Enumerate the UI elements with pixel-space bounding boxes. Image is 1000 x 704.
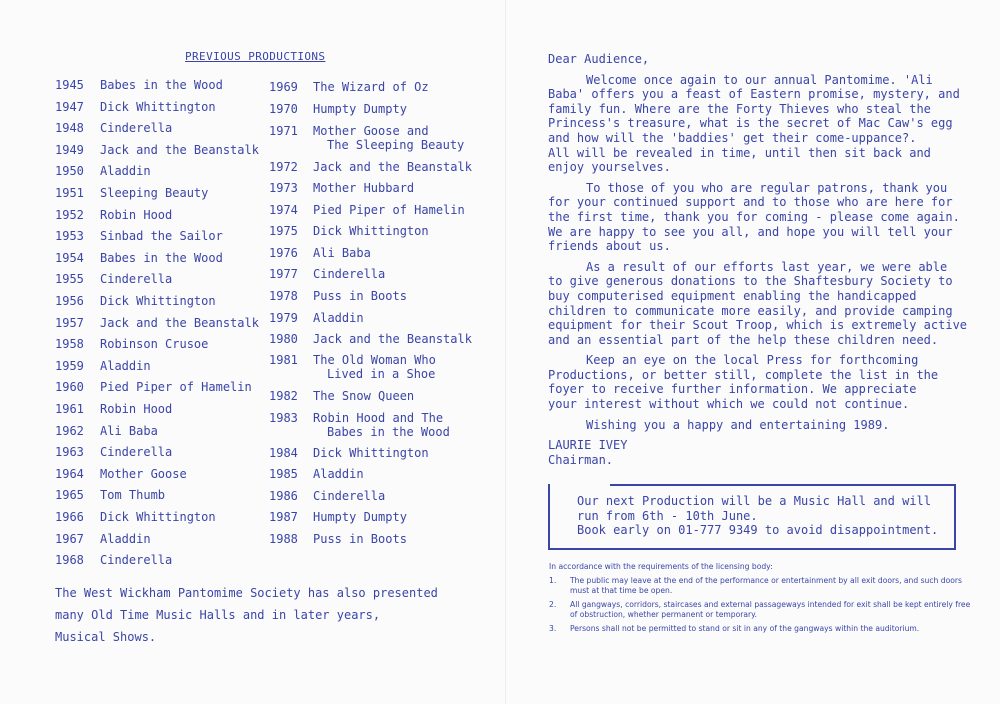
letter-line: to give generous donations to the Shaftesbury Society to	[548, 274, 953, 289]
production-year: 1961	[55, 402, 84, 416]
production-title: Babes in the Wood	[100, 250, 223, 265]
production-title: Mother Goose and	[313, 124, 429, 138]
production-year: 1957	[55, 315, 84, 330]
production-title: Humpty Dumpty	[313, 510, 407, 524]
production-year: 1948	[55, 121, 84, 136]
production-year: 1945	[55, 78, 84, 92]
production-year: 1975	[269, 224, 298, 238]
production-year: 1987	[269, 510, 298, 524]
production-year: 1956	[55, 294, 84, 308]
letter-line: your interest without which we could not continue.	[548, 397, 910, 412]
production-year: 1951	[55, 186, 84, 200]
production-year: 1952	[55, 207, 84, 222]
production-title: Sleeping Beauty	[100, 186, 209, 200]
licensing-item-number: 3.	[549, 624, 557, 634]
production-year: 1970	[269, 102, 298, 116]
letter-closing-wish: Wishing you a happy and entertaining 1989.	[586, 417, 890, 432]
production-year: 1947	[55, 99, 84, 114]
letter-line: Princess's treasure, what is the secret of Mac Caw's egg	[548, 116, 953, 131]
letter-paragraph-welcome	[548, 73, 978, 175]
letter-line: All will be revealed in time, until then sit back and	[548, 145, 931, 160]
production-year: 1978	[269, 289, 298, 303]
production-year: 1983	[269, 411, 298, 425]
letter-line: Keep an eye on the local Press for forthcoming	[586, 353, 919, 368]
production-year: 1986	[269, 489, 298, 503]
production-year: 1977	[269, 267, 298, 281]
society-note-line: The West Wickham Pantomime Society has also presented	[55, 586, 438, 600]
production-title: Jack and the Beanstalk	[100, 142, 259, 157]
production-year: 1988	[269, 532, 298, 546]
letter-line: family fun. Where are the Forty Thieves who steal the	[548, 101, 931, 116]
letter-line: buy computerised equipment enabling the handicapped	[548, 288, 917, 303]
production-title: Jack and the Beanstalk	[313, 332, 472, 346]
production-year: 1979	[269, 311, 298, 325]
letter-line: Welcome once again to our annual Pantomime. 'Ali	[586, 72, 933, 87]
production-year: 1968	[55, 553, 84, 568]
licensing-requirements	[549, 562, 979, 638]
production-year: 1953	[55, 229, 84, 244]
licensing-item-text: The public may leave at the end of the performance or entertainment by all exit doors, and such doors must at that time be open.	[570, 576, 962, 595]
production-year: 1959	[55, 358, 84, 373]
society-note-line: Musical Shows.	[55, 630, 157, 644]
signer-role: Chairman.	[548, 452, 614, 467]
letter-line: and how will the 'baddies' get their come-uppance?.	[548, 130, 917, 145]
society-note	[55, 582, 495, 648]
production-year: 1974	[269, 203, 298, 217]
page-fold	[505, 0, 506, 704]
production-title: Cinderella	[313, 489, 386, 503]
letter-line: Productions, or better still, complete the list in the	[548, 367, 939, 382]
production-title: Mother Goose	[100, 466, 187, 481]
production-title: Puss in Boots	[313, 289, 407, 303]
production-year: 1955	[55, 272, 84, 287]
production-year: 1964	[55, 466, 84, 481]
production-title: Aladdin	[313, 467, 364, 481]
production-title: Cinderella	[100, 445, 173, 460]
notice-line: Book early on 01-777 9349 to avoid disappointment.	[577, 523, 939, 538]
production-title: Dick Whittington	[100, 294, 216, 308]
production-title: Puss in Boots	[313, 532, 407, 546]
production-year: 1966	[55, 510, 84, 524]
letter-line: Baba' offers you a feast of Eastern promise, mystery, and	[548, 87, 960, 102]
production-year: 1963	[55, 445, 84, 460]
production-title: Cinderella	[100, 121, 173, 136]
letter-paragraph-patrons	[548, 181, 978, 254]
production-title: Pied Piper of Hamelin	[313, 203, 465, 217]
letter-line: To those of you who are regular patrons, thank you	[586, 180, 948, 195]
notice-line: run from 6th - 10th June.	[577, 508, 758, 523]
production-title-continued: Lived in a Shoe	[327, 367, 436, 381]
production-year: 1981	[269, 353, 298, 367]
production-year: 1950	[55, 164, 84, 179]
letter-paragraph-press	[548, 353, 978, 411]
production-title: Ali Baba	[313, 246, 371, 260]
letter-line: friends about us.	[548, 239, 671, 254]
signer-name: LAURIE IVEY	[548, 438, 628, 453]
production-year: 1985	[269, 467, 298, 481]
production-title: Aladdin	[100, 531, 151, 546]
society-note-line: many Old Time Music Halls and in later years,	[55, 608, 381, 622]
production-year: 1976	[269, 246, 298, 260]
production-year: 1962	[55, 423, 84, 438]
letter-line: the first time, thank you for coming - please come again.	[548, 209, 960, 224]
production-title: Cinderella	[100, 553, 173, 568]
licensing-item	[549, 600, 979, 619]
production-title: Tom Thumb	[100, 488, 166, 503]
licensing-intro: In accordance with the requirements of the licensing body:	[549, 562, 773, 571]
production-year: 1958	[55, 337, 84, 352]
letter-line: foyer to receive further information. We appreciate	[548, 382, 917, 397]
production-title: Aladdin	[100, 164, 151, 179]
production-title: Pied Piper of Hamelin	[100, 380, 252, 395]
production-title: The Wizard of Oz	[313, 80, 429, 94]
letter-to-audience	[548, 52, 978, 467]
licensing-item-number: 2.	[549, 600, 557, 610]
production-title: Jack and the Beanstalk	[313, 160, 472, 174]
production-year: 1980	[269, 332, 298, 346]
production-year: 1960	[55, 380, 84, 395]
production-title: Robin Hood	[100, 402, 173, 416]
production-year: 1967	[55, 531, 84, 546]
production-title: Robin Hood	[100, 207, 173, 222]
production-title: Sinbad the Sailor	[100, 229, 223, 244]
production-title: Dick Whittington	[313, 446, 429, 460]
production-title: Aladdin	[100, 358, 151, 373]
letter-line: children to communicate more easily, and provide camping	[548, 303, 953, 318]
production-year: 1972	[269, 160, 298, 174]
production-year: 1982	[269, 389, 298, 403]
production-title: Dick Whittington	[100, 510, 216, 524]
letter-line: We are happy to see you all, and hope you will tell your	[548, 224, 953, 239]
licensing-item	[549, 576, 979, 595]
production-year: 1984	[269, 446, 298, 460]
production-title: Mother Hubbard	[313, 181, 415, 195]
production-title: Humpty Dumpty	[313, 102, 407, 116]
production-title: Robin Hood and The	[313, 411, 444, 425]
production-year: 1965	[55, 488, 84, 503]
production-title: Jack and the Beanstalk	[100, 315, 259, 330]
licensing-item-number: 1.	[549, 576, 557, 586]
production-year: 1949	[55, 142, 84, 157]
licensing-item	[549, 624, 979, 633]
letter-line: and an essential part of the help these children need.	[548, 332, 939, 347]
previous-productions-heading: PREVIOUS PRODUCTIONS	[185, 50, 326, 63]
letter-paragraph-donations	[548, 260, 978, 348]
production-title-continued: Babes in the Wood	[327, 425, 450, 439]
licensing-item-text: Persons shall not be permitted to stand or sit in any of the gangways within the auditorium.	[570, 624, 920, 634]
notice-line: Our next Production will be a Music Hall and will	[577, 494, 932, 508]
production-title: The Old Woman Who	[313, 353, 436, 367]
letter-line: enjoy yourselves.	[548, 160, 671, 175]
production-title: Cinderella	[100, 272, 173, 287]
next-production-notice	[548, 484, 956, 550]
production-title: Ali Baba	[100, 423, 158, 438]
notice-box-top-rule	[610, 484, 956, 486]
letter-line: for your continued support and to those who are here for	[548, 195, 953, 210]
production-year: 1971	[269, 124, 298, 138]
production-title-continued: The Sleeping Beauty	[327, 138, 465, 152]
production-title: Babes in the Wood	[100, 78, 223, 92]
production-title: Dick Whittington	[313, 224, 429, 238]
production-title: Aladdin	[313, 311, 364, 325]
letter-line: equipment for their Scout Troop, which is extremely active	[548, 318, 968, 333]
licensing-item-text: All gangways, corridors, staircases and external passageways intended for exit shall be kept entirely free of obstruction, whether permanent or temporary.	[570, 600, 971, 619]
letter-greeting: Dear Audience,	[548, 52, 650, 66]
production-title: The Snow Queen	[313, 389, 415, 403]
production-year: 1969	[269, 80, 298, 94]
production-year: 1954	[55, 250, 84, 265]
production-title: Cinderella	[313, 267, 386, 281]
letter-line: As a result of our efforts last year, we were able	[586, 259, 948, 274]
production-title: Dick Whittington	[100, 99, 216, 114]
production-title: Robinson Crusoe	[100, 337, 209, 352]
production-year: 1973	[269, 181, 298, 195]
